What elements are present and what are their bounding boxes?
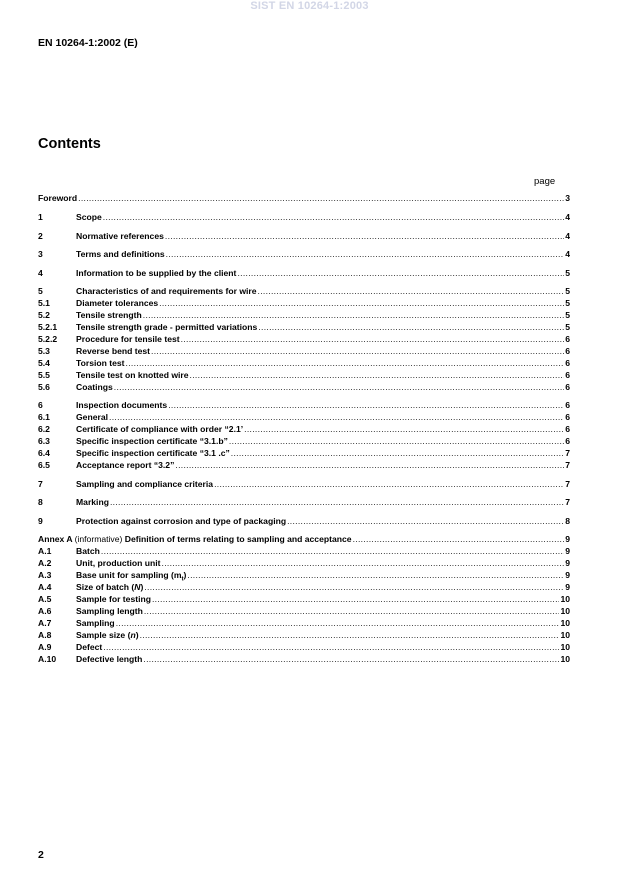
- toc-entry-page: 6: [565, 358, 570, 368]
- toc-entry-text: Information to be supplied by the client: [76, 268, 237, 278]
- toc-entry-title: [76, 516, 286, 526]
- toc-entry-text: Procedure for tensile test: [76, 334, 180, 344]
- toc-entry-number: 5.2.2: [38, 334, 58, 344]
- page-number: 2: [38, 849, 44, 861]
- toc-entry-title: [76, 558, 161, 568]
- toc-entry[interactable]: [38, 334, 570, 346]
- toc-entry-number: 1: [38, 212, 43, 222]
- toc-entry-text: Torsion test: [76, 358, 125, 368]
- dot-leader: [78, 193, 564, 203]
- toc-entry-number: 5.2: [38, 310, 50, 320]
- closing-paren: ): [140, 582, 144, 592]
- annex-label: Annex A: [38, 534, 75, 544]
- toc-entry-text: Coatings: [76, 382, 113, 392]
- toc-entry-page: 10: [560, 630, 570, 640]
- toc-entry-text: Certificate of compliance with order “2.1’: [76, 424, 244, 434]
- toc-entry[interactable]: [38, 558, 570, 570]
- toc-entry-page: 7: [565, 497, 570, 507]
- toc-entry-page: 10: [560, 642, 570, 652]
- closing-paren: ): [183, 570, 187, 580]
- toc-entry-page: 6: [565, 346, 570, 356]
- toc-entry-number: A.7: [38, 618, 52, 628]
- toc-entry-text: Terms and definitions: [76, 249, 165, 259]
- toc-entry-page: 4: [565, 212, 570, 222]
- toc-entry-text: Base unit for sampling (m: [76, 570, 182, 580]
- toc-entry[interactable]: [38, 212, 570, 224]
- toc-entry-page: 5: [565, 310, 570, 320]
- dot-leader: [166, 249, 565, 259]
- toc-entry-number: 5.4: [38, 358, 50, 368]
- dot-leader: [231, 448, 564, 458]
- dot-leader: [140, 630, 560, 640]
- dot-leader: [287, 516, 564, 526]
- toc-entry[interactable]: [38, 370, 570, 382]
- toc-entry-title: [76, 630, 139, 640]
- closing-paren: ): [135, 630, 139, 640]
- toc-entry-page: 7: [565, 448, 570, 458]
- toc-entry-number: 8: [38, 497, 43, 507]
- toc-entry-text: Diameter tolerances: [76, 298, 159, 308]
- toc-entry-title: [76, 412, 108, 422]
- dot-leader: [116, 618, 560, 628]
- toc-entry-page: 7: [565, 460, 570, 470]
- toc-entry-text: Sampling: [76, 618, 115, 628]
- toc-entry-title: [38, 193, 77, 203]
- subscript: t: [181, 576, 184, 583]
- dot-leader: [181, 334, 565, 344]
- toc-entry[interactable]: [38, 654, 570, 666]
- toc-entry-title: [76, 310, 142, 320]
- annex-type: (informative): [74, 534, 125, 544]
- toc-entry-title: [76, 249, 165, 259]
- toc-entry-page: 6: [565, 400, 570, 410]
- toc-entry-text: Definition of terms relating to sampling and acceptance: [124, 534, 352, 544]
- toc-entry-title: [76, 334, 180, 344]
- toc-entry-text: Tensile strength grade - permitted variations: [76, 322, 258, 332]
- toc-entry-number: A.5: [38, 594, 52, 604]
- toc-entry-number: 3: [38, 249, 43, 259]
- toc-entry[interactable]: [38, 570, 570, 582]
- toc-entry[interactable]: [38, 582, 570, 594]
- toc-entry-page: 5: [565, 322, 570, 332]
- dot-leader: [143, 654, 559, 664]
- toc-entry-title: [76, 448, 230, 458]
- dot-leader: [144, 582, 564, 592]
- toc-entry-text: Tensile test on knotted wire: [76, 370, 189, 380]
- toc-entry-title: [76, 479, 213, 489]
- toc-entry[interactable]: [38, 322, 570, 334]
- toc-entry-title: [76, 286, 257, 296]
- dot-leader: [159, 298, 564, 308]
- toc-entry[interactable]: [38, 412, 570, 424]
- toc-entry-title: [76, 606, 143, 616]
- toc-entry-page: 9: [565, 570, 570, 580]
- dot-leader: [114, 382, 564, 392]
- toc-entry-number: 6.2: [38, 424, 50, 434]
- toc-entry-title: [76, 570, 186, 583]
- toc-entry-title: [76, 594, 151, 604]
- toc-entry-number: 7: [38, 479, 43, 489]
- toc-entry[interactable]: [38, 630, 570, 642]
- toc-entry-text: Foreword: [38, 193, 78, 203]
- toc-entry-text: Size of batch (: [76, 582, 135, 592]
- toc-entry-text: Sample for testing: [76, 594, 151, 604]
- toc-entry-number: A.3: [38, 570, 52, 580]
- toc-entry-title: [76, 618, 115, 628]
- toc-entry-number: A.9: [38, 642, 52, 652]
- dot-leader: [258, 286, 565, 296]
- toc-entry-number: 6: [38, 400, 43, 410]
- toc-entry-text: Sampling and compliance criteria: [76, 479, 214, 489]
- toc-entry-number: 9: [38, 516, 43, 526]
- dot-leader: [143, 310, 564, 320]
- page-title: Contents: [38, 136, 101, 152]
- toc-entry[interactable]: [38, 606, 570, 618]
- toc-entry-title: [76, 460, 174, 470]
- page-column-label: page: [534, 176, 556, 187]
- toc-entry-page: 10: [560, 606, 570, 616]
- toc-entry[interactable]: [38, 231, 570, 243]
- toc-entry-text: Defective length: [76, 654, 143, 664]
- toc-entry-number: 6.5: [38, 460, 50, 470]
- toc-entry-text: Batch: [76, 546, 100, 556]
- toc-entry-page: 6: [565, 412, 570, 422]
- italic-symbol: N: [134, 582, 141, 592]
- toc-entry-page: 8: [565, 516, 570, 526]
- toc-entry-title: [76, 322, 257, 332]
- toc-entry-text: Normative references: [76, 231, 164, 241]
- toc-entry-page: 4: [565, 231, 570, 241]
- toc-entry-page: 7: [565, 479, 570, 489]
- toc-entry-number: 5.3: [38, 346, 50, 356]
- toc-entry-number: 5.1: [38, 298, 50, 308]
- dot-leader: [101, 546, 564, 556]
- dot-leader: [168, 400, 564, 410]
- toc-entry-page: 9: [565, 558, 570, 568]
- dot-leader: [110, 497, 564, 507]
- toc-entry[interactable]: [38, 618, 570, 630]
- toc-entry-title: [76, 268, 236, 278]
- toc-entry-number: A.8: [38, 630, 52, 640]
- toc-entry-title: [76, 298, 158, 308]
- dot-leader: [214, 479, 564, 489]
- toc-entry[interactable]: [38, 268, 570, 280]
- watermark: SIST EN 10264-1:2003: [250, 0, 369, 12]
- dot-leader: [258, 322, 564, 332]
- toc-entry[interactable]: [38, 358, 570, 370]
- toc-entry-page: 6: [565, 424, 570, 434]
- toc-entry[interactable]: [38, 298, 570, 310]
- dot-leader: [353, 534, 565, 544]
- toc-entry[interactable]: [38, 460, 570, 472]
- dot-leader: [144, 606, 560, 616]
- italic-symbol: n: [130, 630, 136, 640]
- toc-entry[interactable]: [38, 516, 570, 528]
- toc-entry-text: Inspection documents: [76, 400, 168, 410]
- toc-entry-number: A.2: [38, 558, 52, 568]
- toc-entry-text: Characteristics of and requirements for wire: [76, 286, 257, 296]
- toc-entry[interactable]: [38, 546, 570, 558]
- toc-entry-page: 9: [565, 546, 570, 556]
- toc-entry-page: 5: [565, 268, 570, 278]
- toc-entry-title: [76, 358, 125, 368]
- toc-entry-text: Specific inspection certificate “3.1 .c”: [76, 448, 230, 458]
- toc-entry-title: [76, 382, 113, 392]
- toc-entry-title: [76, 582, 143, 592]
- toc-entry[interactable]: [38, 448, 570, 460]
- toc-entry-number: 4: [38, 268, 43, 278]
- toc-entry-number: 5.5: [38, 370, 50, 380]
- toc-entry-page: 9: [565, 582, 570, 592]
- toc-entry-text: Tensile strength: [76, 310, 142, 320]
- toc-entry-title: [76, 370, 189, 380]
- toc-entry-number: 5: [38, 286, 43, 296]
- toc-entry-text: Reverse bend test: [76, 346, 151, 356]
- toc-entry-text: Defect: [76, 642, 103, 652]
- toc-entry-text: Protection against corrosion and type of packaging: [76, 516, 287, 526]
- toc-entry-number: 5.2.1: [38, 322, 58, 332]
- toc-entry-number: 6.1: [38, 412, 50, 422]
- toc-entry-text: Sample size (: [76, 630, 131, 640]
- dot-leader: [103, 212, 564, 222]
- toc-entry-text: General: [76, 412, 109, 422]
- toc-entry[interactable]: [38, 286, 570, 298]
- dot-leader: [229, 436, 564, 446]
- toc-entry-text: Acceptance report “3.2”: [76, 460, 175, 470]
- toc-entry-title: [76, 654, 142, 664]
- toc-entry-text: Sampling length: [76, 606, 143, 616]
- toc-entry-title: [76, 642, 102, 652]
- toc-entry-page: 6: [565, 334, 570, 344]
- toc-entry-title: [76, 212, 102, 222]
- toc-entry[interactable]: [38, 249, 570, 261]
- document-id: EN 10264-1:2002 (E): [38, 37, 138, 49]
- toc-entry-title: [76, 346, 150, 356]
- dot-leader: [237, 268, 564, 278]
- toc-entry-number: A.1: [38, 546, 52, 556]
- toc-entry-title: [76, 231, 164, 241]
- toc-entry-number: 6.4: [38, 448, 50, 458]
- toc-entry-text: Unit, production unit: [76, 558, 161, 568]
- dot-leader: [109, 412, 564, 422]
- toc-entry[interactable]: [38, 310, 570, 322]
- toc-entry-page: 10: [560, 618, 570, 628]
- toc-entry-page: 6: [565, 370, 570, 380]
- toc-entry-number: A.10: [38, 654, 57, 664]
- toc-entry-page: 6: [565, 436, 570, 446]
- toc-entry[interactable]: [38, 436, 570, 448]
- dot-leader: [151, 346, 564, 356]
- toc-entry[interactable]: [38, 497, 570, 509]
- toc-entry-number: 2: [38, 231, 43, 241]
- toc-entry[interactable]: [38, 642, 570, 654]
- dot-leader: [244, 424, 564, 434]
- dot-leader: [162, 558, 565, 568]
- toc-entry-page: 10: [560, 654, 570, 664]
- toc-entry[interactable]: [38, 424, 570, 436]
- toc-entry[interactable]: [38, 479, 570, 491]
- dot-leader: [165, 231, 564, 241]
- toc-entry-number: A.4: [38, 582, 52, 592]
- toc-entry-title: [76, 400, 167, 410]
- toc-entry-number: 6.3: [38, 436, 50, 446]
- toc-entry-text: Specific inspection certificate “3.1.b”: [76, 436, 228, 446]
- toc-entry-page: 4: [565, 249, 570, 259]
- toc-entry[interactable]: [38, 594, 570, 606]
- toc-entry-title: [76, 497, 109, 507]
- toc-entry-text: Marking: [76, 497, 109, 507]
- toc-entry-number: A.6: [38, 606, 52, 616]
- toc-entry-title: [76, 424, 243, 434]
- toc-entry-title: [76, 436, 228, 446]
- dot-leader: [190, 370, 565, 380]
- toc-entry[interactable]: [38, 346, 570, 358]
- toc-entry-page: 9: [565, 534, 570, 544]
- toc-entry-title: [38, 534, 352, 544]
- toc-entry-page: 6: [565, 382, 570, 392]
- toc-entry[interactable]: [38, 382, 570, 394]
- dot-leader: [103, 642, 559, 652]
- dot-leader: [152, 594, 559, 604]
- toc-entry-page: 3: [565, 193, 570, 203]
- toc-entry[interactable]: [38, 400, 570, 412]
- dot-leader: [126, 358, 565, 368]
- dot-leader: [187, 570, 564, 580]
- toc-entry[interactable]: [38, 193, 570, 205]
- toc-entry-title: [76, 546, 100, 556]
- toc-entry[interactable]: [38, 534, 570, 546]
- toc-entry-text: Scope: [76, 212, 102, 222]
- toc-entry-page: 5: [565, 298, 570, 308]
- dot-leader: [175, 460, 564, 470]
- toc-entry-number: 5.6: [38, 382, 50, 392]
- toc-entry-page: 10: [560, 594, 570, 604]
- toc-entry-page: 5: [565, 286, 570, 296]
